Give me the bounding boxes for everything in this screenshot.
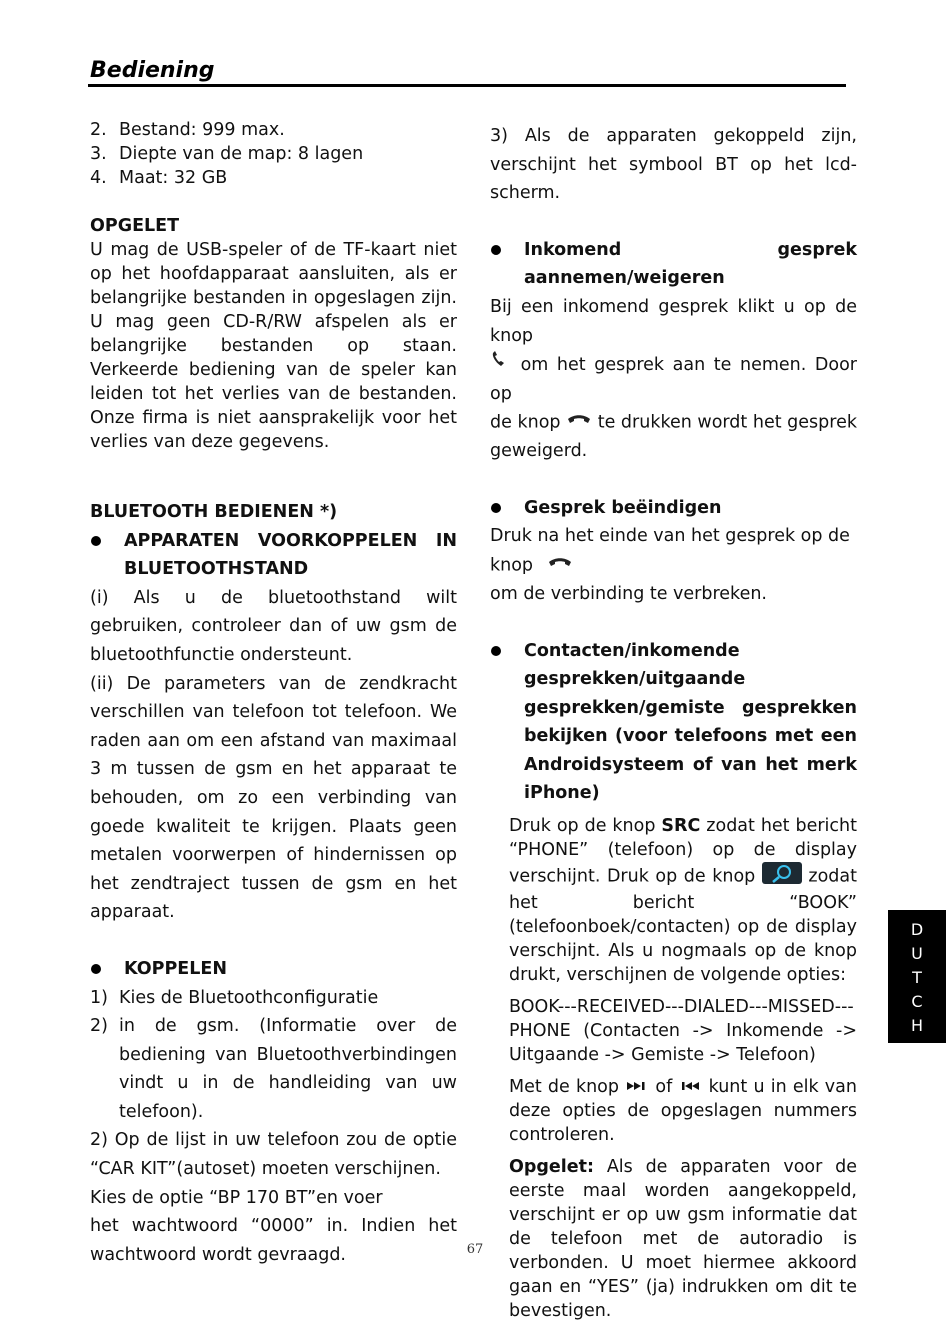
tab-letter: U bbox=[911, 944, 923, 963]
list-number: 1) bbox=[90, 987, 108, 1008]
incoming-paragraph-line: om het gesprek aan te nemen. Door op bbox=[490, 350, 857, 408]
options-paragraph: BOOK---RECEIVED---DIALED---MISSED---PHONE (Contacten -> Inkomende -> Uitgaande -> Gemiste -> Telefoon) bbox=[509, 997, 857, 1066]
note-label: Opgelet: bbox=[509, 1157, 595, 1178]
phonebook-button-icon bbox=[762, 862, 802, 891]
bullet-item bbox=[90, 527, 457, 584]
list-number: 2) bbox=[90, 1016, 108, 1037]
list-text: Diepte van de map: 8 lagen bbox=[119, 144, 364, 164]
bullet-dot bbox=[490, 494, 524, 523]
tab-letter: C bbox=[911, 992, 923, 1011]
list-item bbox=[90, 166, 457, 190]
previous-track-icon bbox=[678, 1075, 702, 1099]
phone-hangup-icon bbox=[566, 408, 592, 437]
end-call-paragraph: Druk na het einde van het gesprek op de bbox=[490, 526, 850, 547]
src-label: SRC bbox=[661, 816, 701, 837]
bullet-item bbox=[90, 955, 457, 984]
list-item bbox=[90, 984, 457, 1013]
bullet-item bbox=[490, 637, 857, 809]
bullet-heading: APPARATEN VOORKOPPELEN IN BLUETOOTHSTAND bbox=[124, 530, 457, 580]
bullet-heading: Contacten/inkomende gesprekken/uitgaande gesprekken/gemiste gesprekken bekijken (voor telefoons met een Androidsysteem of van het merk iPhone) bbox=[524, 640, 857, 804]
end-call-paragraph: om de verbinding te verbreken. bbox=[490, 583, 767, 604]
phone-answer-icon bbox=[490, 350, 512, 380]
list-text: in de gsm. (Informatie over de bediening van Bluetoothverbindingen vindt u in de handleiding van uw telefoon). bbox=[119, 1016, 457, 1122]
connected-paragraph: 3) Als de apparaten gekoppeld zijn, verschijnt het symbool BT op het lcd-scherm. bbox=[490, 126, 857, 204]
pairing-paragraph: het wachtwoord “0000” in. Indien het wachtwoord wordt gevraagd. bbox=[90, 1216, 457, 1265]
pairing-paragraph: 2) Op de lijst in uw telefoon zou de optie “CAR KIT”(autoset) moeten verschijnen. bbox=[90, 1130, 457, 1180]
pairing-paragraph: Kies de optie “BP 170 BT”en voer bbox=[90, 1187, 383, 1208]
bullet-item bbox=[490, 236, 857, 293]
bullet-heading: Inkomend gesprek aannemen/weigeren bbox=[524, 239, 857, 289]
warning-heading: OPGELET bbox=[90, 216, 180, 236]
tab-letter: T bbox=[912, 968, 922, 987]
list-number: 3. bbox=[90, 144, 107, 164]
src-paragraph: Druk op de knop SRC zodat het bericht “PHONE” (telefoon) op de display verschijnt. Druk op de knop zodat het bericht “BOOK” (telefoonboek/contacten) op de display verschijnt. Als u nogmaals op de knop drukt, verschijnen de volgende opties: bbox=[509, 816, 857, 986]
header-rule bbox=[88, 84, 846, 87]
bluetooth-heading: BLUETOOTH BEDIENEN *) bbox=[90, 502, 338, 522]
bullet-dot bbox=[490, 236, 524, 293]
left-column bbox=[90, 118, 457, 1269]
bullet-dot bbox=[90, 955, 124, 984]
incoming-paragraph: Bij een inkomend gesprek klikt u op de knop bbox=[490, 296, 857, 346]
list-number: 4. bbox=[90, 168, 107, 188]
warning-paragraph: U mag de USB-speler of de TF-kaart niet op het hoofdapparaat aansluiten, als er belangrijke bestanden in opgeslagen zijn. U mag geen CD-R/RW afspelen als er belangrijke bestanden op staan. Verkeerde bediening van de speler kan leiden tot het verlies van de bestanden. Onze firma is niet aansprakelijk voor het verlies van deze gegevens. bbox=[90, 240, 457, 452]
tab-letter: D bbox=[910, 920, 924, 939]
phone-hangup-icon bbox=[547, 551, 573, 580]
language-side-tab bbox=[888, 910, 946, 1043]
bullet-item bbox=[490, 494, 857, 523]
incoming-paragraph-line: de knop te drukken wordt het gesprek bbox=[490, 408, 857, 437]
list-item bbox=[90, 1012, 457, 1126]
bluetooth-paragraph: (i) Als u de bluetoothstand wilt gebruiken, controleer dan of uw gsm de bluetoothfunctie ondersteunt. bbox=[90, 587, 457, 665]
incoming-paragraph: geweigerd. bbox=[490, 441, 588, 462]
page-number: 67 bbox=[466, 1242, 484, 1257]
navigation-paragraph: Met de knop of kunt u in elk van deze opties de opgeslagen nummers controleren. bbox=[509, 1077, 857, 1146]
bullet-heading: Gesprek beëindigen bbox=[524, 497, 722, 518]
list-number: 2. bbox=[90, 120, 107, 140]
next-track-icon bbox=[625, 1075, 649, 1099]
list-text: Maat: 32 GB bbox=[119, 168, 228, 188]
list-text: Bestand: 999 max. bbox=[119, 120, 285, 140]
tab-letter: H bbox=[910, 1016, 924, 1035]
list-item bbox=[90, 118, 457, 142]
bullet-heading: KOPPELEN bbox=[124, 958, 228, 979]
bluetooth-paragraph: (ii) De parameters van de zendkracht verschillen van telefoon tot telefoon. We raden aan om een afstand van maximaal 3 m tussen de gsm en het apparaat te behouden, om zo een verbinding van goede kwaliteit te krijgen. Plaats geen metalen voorwerpen of hindernissen op het zendtraject tussen de gsm en het apparaat. bbox=[90, 673, 457, 923]
end-call-paragraph-line: knop bbox=[490, 551, 857, 580]
note-paragraph: Opgelet: Als de apparaten voor de eerste maal worden aangekoppeld, verschijnt er op uw gsm informatie dat de telefoon met de autoradio is verbonden. U moet hiermee akkoord gaan en “YES” (ja) indrukken om dit te bevestigen. bbox=[509, 1157, 857, 1322]
page-title: Bediening bbox=[90, 58, 215, 83]
right-column bbox=[490, 122, 857, 1323]
bullet-dot bbox=[490, 637, 524, 809]
bullet-dot bbox=[90, 527, 124, 584]
list-item bbox=[90, 142, 457, 166]
list-text: Kies de Bluetoothconfiguratie bbox=[119, 987, 379, 1008]
